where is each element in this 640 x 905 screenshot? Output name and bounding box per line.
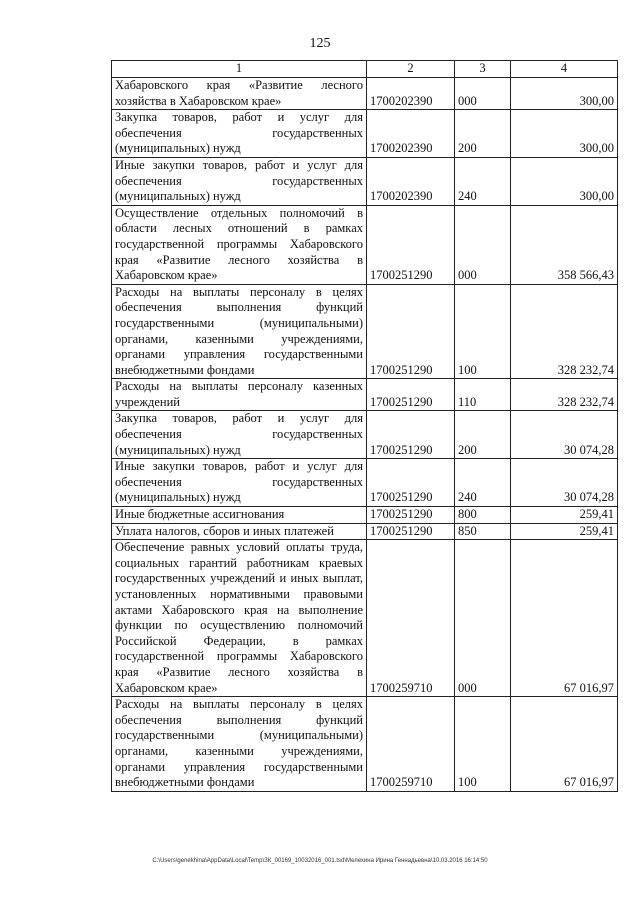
row-sum: 300,00	[511, 78, 618, 110]
row-sum: 358 566,43	[511, 205, 618, 284]
row-sum: 67 016,97	[511, 540, 618, 697]
budget-table	[111, 60, 618, 792]
row-sum: 300,00	[511, 157, 618, 205]
row-vr: 200	[455, 110, 511, 158]
row-code: 1700251290	[367, 459, 455, 507]
row-vr: 000	[455, 540, 511, 697]
row-name: Иные бюджетные ассигнования	[112, 507, 367, 524]
row-vr: 100	[455, 697, 511, 792]
row-code: 1700251290	[367, 411, 455, 459]
row-sum: 259,41	[511, 507, 618, 524]
header-col-3: 3	[455, 61, 511, 78]
row-code: 1700251290	[367, 523, 455, 540]
row-code: 1700251290	[367, 205, 455, 284]
row-name: Закупка товаров, работ и услуг для обеспечения государственных (муниципальных) нужд	[112, 411, 367, 459]
row-name: Хабаровского края «Развитие лесного хозяйства в Хабаровском крае»	[112, 78, 367, 110]
table-row	[112, 110, 618, 158]
row-code: 1700251290	[367, 379, 455, 411]
table-row	[112, 459, 618, 507]
row-sum: 300,00	[511, 110, 618, 158]
row-vr: 240	[455, 459, 511, 507]
row-sum: 328 232,74	[511, 379, 618, 411]
table-row	[112, 284, 618, 379]
header-col-1: 1	[112, 61, 367, 78]
table-row	[112, 157, 618, 205]
row-vr: 110	[455, 379, 511, 411]
table-row	[112, 697, 618, 792]
row-name: Иные закупки товаров, работ и услуг для обеспечения государственных (муниципальных) нужд	[112, 459, 367, 507]
row-name: Расходы на выплаты персоналу в целях обеспечения выполнения функций государственными (муниципальными) органами, казенными учреждениями, органами управления государственными внебюджетными фондами	[112, 284, 367, 379]
row-sum: 328 232,74	[511, 284, 618, 379]
header-col-2: 2	[367, 61, 455, 78]
table-row	[112, 411, 618, 459]
row-vr: 240	[455, 157, 511, 205]
row-name: Иные закупки товаров, работ и услуг для обеспечения государственных (муниципальных) нужд	[112, 157, 367, 205]
row-vr: 800	[455, 507, 511, 524]
table-row	[112, 379, 618, 411]
row-name: Расходы на выплаты персоналу в целях обеспечения выполнения функций государственными (муниципальными) органами, казенными учреждениями, органами управления государственными внебюджетными фондами	[112, 697, 367, 792]
row-sum: 30 074,28	[511, 459, 618, 507]
row-code: 1700259710	[367, 540, 455, 697]
table-row	[112, 507, 618, 524]
row-vr: 850	[455, 523, 511, 540]
row-vr: 000	[455, 78, 511, 110]
row-sum: 259,41	[511, 523, 618, 540]
row-code: 1700251290	[367, 284, 455, 379]
table-row	[112, 78, 618, 110]
row-sum: 67 016,97	[511, 697, 618, 792]
page-number: 125	[309, 36, 331, 51]
header-col-4: 4	[511, 61, 618, 78]
row-code: 1700202390	[367, 110, 455, 158]
row-name: Расходы на выплаты персоналу казенных учреждений	[112, 379, 367, 411]
table-row	[112, 523, 618, 540]
row-code: 1700202390	[367, 157, 455, 205]
row-vr: 000	[455, 205, 511, 284]
table-body	[112, 78, 618, 792]
row-name: Уплата налогов, сборов и иных платежей	[112, 523, 367, 540]
table-row	[112, 540, 618, 697]
row-name: Обеспечение равных условий оплаты труда, социальных гарантий работникам краевых государственных учреждений и иных выплат, установленных нормативными правовыми актами Хабаровского края на выполнение функции по осуществлению полномочий Российской Федерации, в рамках государственной программы Хабаровского края «Развитие лесного хозяйства в Хабаровском крае»	[112, 540, 367, 697]
row-vr: 100	[455, 284, 511, 379]
row-code: 1700202390	[367, 78, 455, 110]
row-vr: 200	[455, 411, 511, 459]
row-name: Закупка товаров, работ и услуг для обеспечения государственных (муниципальных) нужд	[112, 110, 367, 158]
row-sum: 30 074,28	[511, 411, 618, 459]
row-code: 1700251290	[367, 507, 455, 524]
table-row	[112, 205, 618, 284]
header-row	[112, 61, 618, 78]
row-name: Осуществление отдельных полномочий в области лесных отношений в рамках государственной программы Хабаровского края «Развитие лесного хозяйства в Хабаровском крае»	[112, 205, 367, 284]
footer-file-path: C:\Users\genekhina\AppData\Local\Temp\ЗК_00169_10032016_001.tsd\Мелехина Ирина Геннадьевна\10.03.2016 16:14:50	[152, 858, 488, 864]
row-code: 1700259710	[367, 697, 455, 792]
